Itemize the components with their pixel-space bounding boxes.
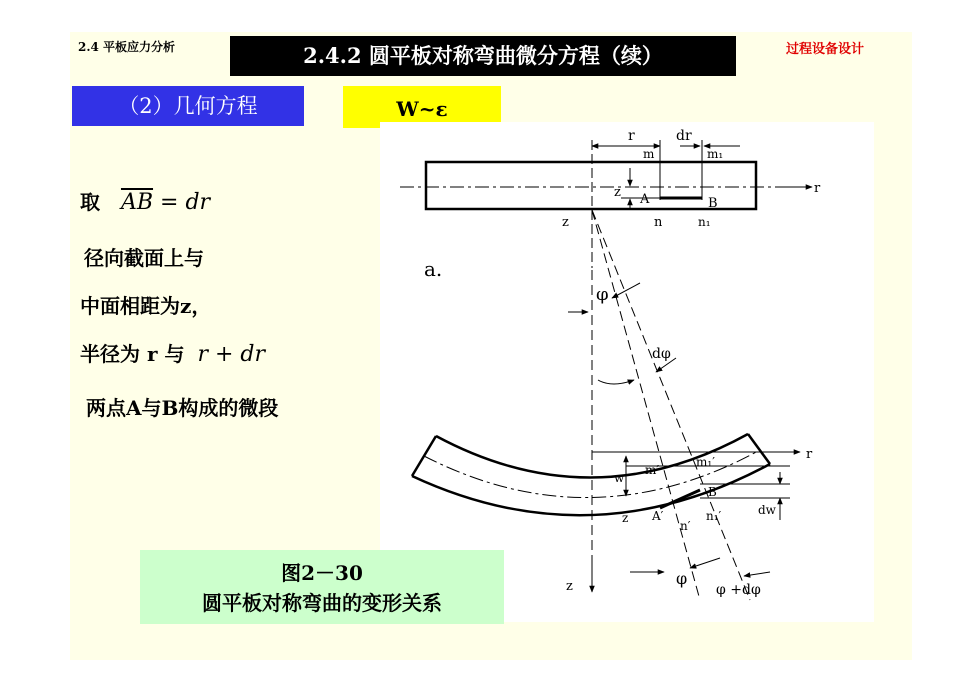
flat-plate bbox=[426, 162, 756, 209]
section-label: 2.4 平板应力分析 bbox=[78, 40, 176, 54]
phi-bottom-arrow-right bbox=[690, 558, 720, 568]
body-line-1: 径向截面上与 bbox=[84, 246, 204, 270]
dphi-arc-left bbox=[598, 380, 634, 384]
phi-arrow-right bbox=[612, 283, 640, 298]
label-m1: m₁ bbox=[707, 147, 724, 161]
label-n1-prime: n₁′ bbox=[706, 509, 722, 523]
label-phi-dphi: φ +dφ bbox=[716, 582, 761, 598]
label-r-axis-bottom: r bbox=[806, 447, 813, 462]
label-B: B bbox=[708, 196, 718, 211]
normal-line-2 bbox=[592, 210, 750, 600]
course-label: 过程设备设计 bbox=[786, 42, 865, 57]
label-dw: dw bbox=[758, 503, 776, 517]
segment-AB-deformed bbox=[660, 490, 700, 508]
label-m: m bbox=[643, 147, 655, 161]
phi-dphi-arrow bbox=[744, 572, 770, 576]
label-dphi: dφ bbox=[652, 346, 671, 362]
body-line-3-prefix: 半径为 r 与 bbox=[80, 342, 185, 366]
subtitle-box: （2）几何方程 bbox=[72, 86, 304, 126]
label-dr: dr bbox=[676, 128, 692, 144]
body-line-2: 中面相距为z， bbox=[80, 294, 212, 318]
normal-line-1 bbox=[592, 210, 700, 600]
body-line-3-math: r + dr bbox=[197, 342, 265, 367]
label-m1-prime: m₁′ bbox=[696, 455, 715, 469]
label-phi: φ bbox=[596, 284, 609, 305]
label-z-axis-bottom: z bbox=[566, 579, 573, 594]
label-z-bottom: z bbox=[622, 511, 629, 525]
label-B-prime: B′ bbox=[708, 485, 720, 499]
slide-title: 2.4.2 圆平板对称弯曲微分方程（续） bbox=[230, 36, 736, 76]
label-z-top: z bbox=[614, 185, 621, 200]
label-A-prime: A′ bbox=[652, 509, 664, 523]
segment-eq: = dr bbox=[160, 190, 211, 215]
label-n1: n₁ bbox=[698, 215, 711, 229]
label-a: a. bbox=[424, 257, 443, 281]
label-n-prime: n′ bbox=[680, 519, 691, 533]
segment-symbol: $\overline{AB}$ bbox=[120, 190, 154, 215]
label-n: n bbox=[654, 215, 663, 230]
take-prefix: 取 bbox=[80, 190, 100, 214]
label-A: A bbox=[640, 192, 650, 207]
bent-plate-right-edge bbox=[748, 434, 770, 464]
label-r: r bbox=[628, 128, 635, 144]
label-r-axis-top: r bbox=[814, 181, 821, 196]
caption-title: 圆平板对称弯曲的变形关系 bbox=[202, 591, 442, 615]
formula-tag: W~ε bbox=[343, 86, 501, 128]
label-m-prime: m′ bbox=[645, 463, 660, 477]
body-line-4: 两点A与B构成的微段 bbox=[86, 396, 279, 420]
label-w: w bbox=[614, 471, 625, 485]
caption-number: 图2－30 bbox=[281, 561, 363, 585]
label-z-axis-top: z bbox=[562, 215, 569, 230]
label-phi-bottom: φ bbox=[676, 569, 688, 588]
